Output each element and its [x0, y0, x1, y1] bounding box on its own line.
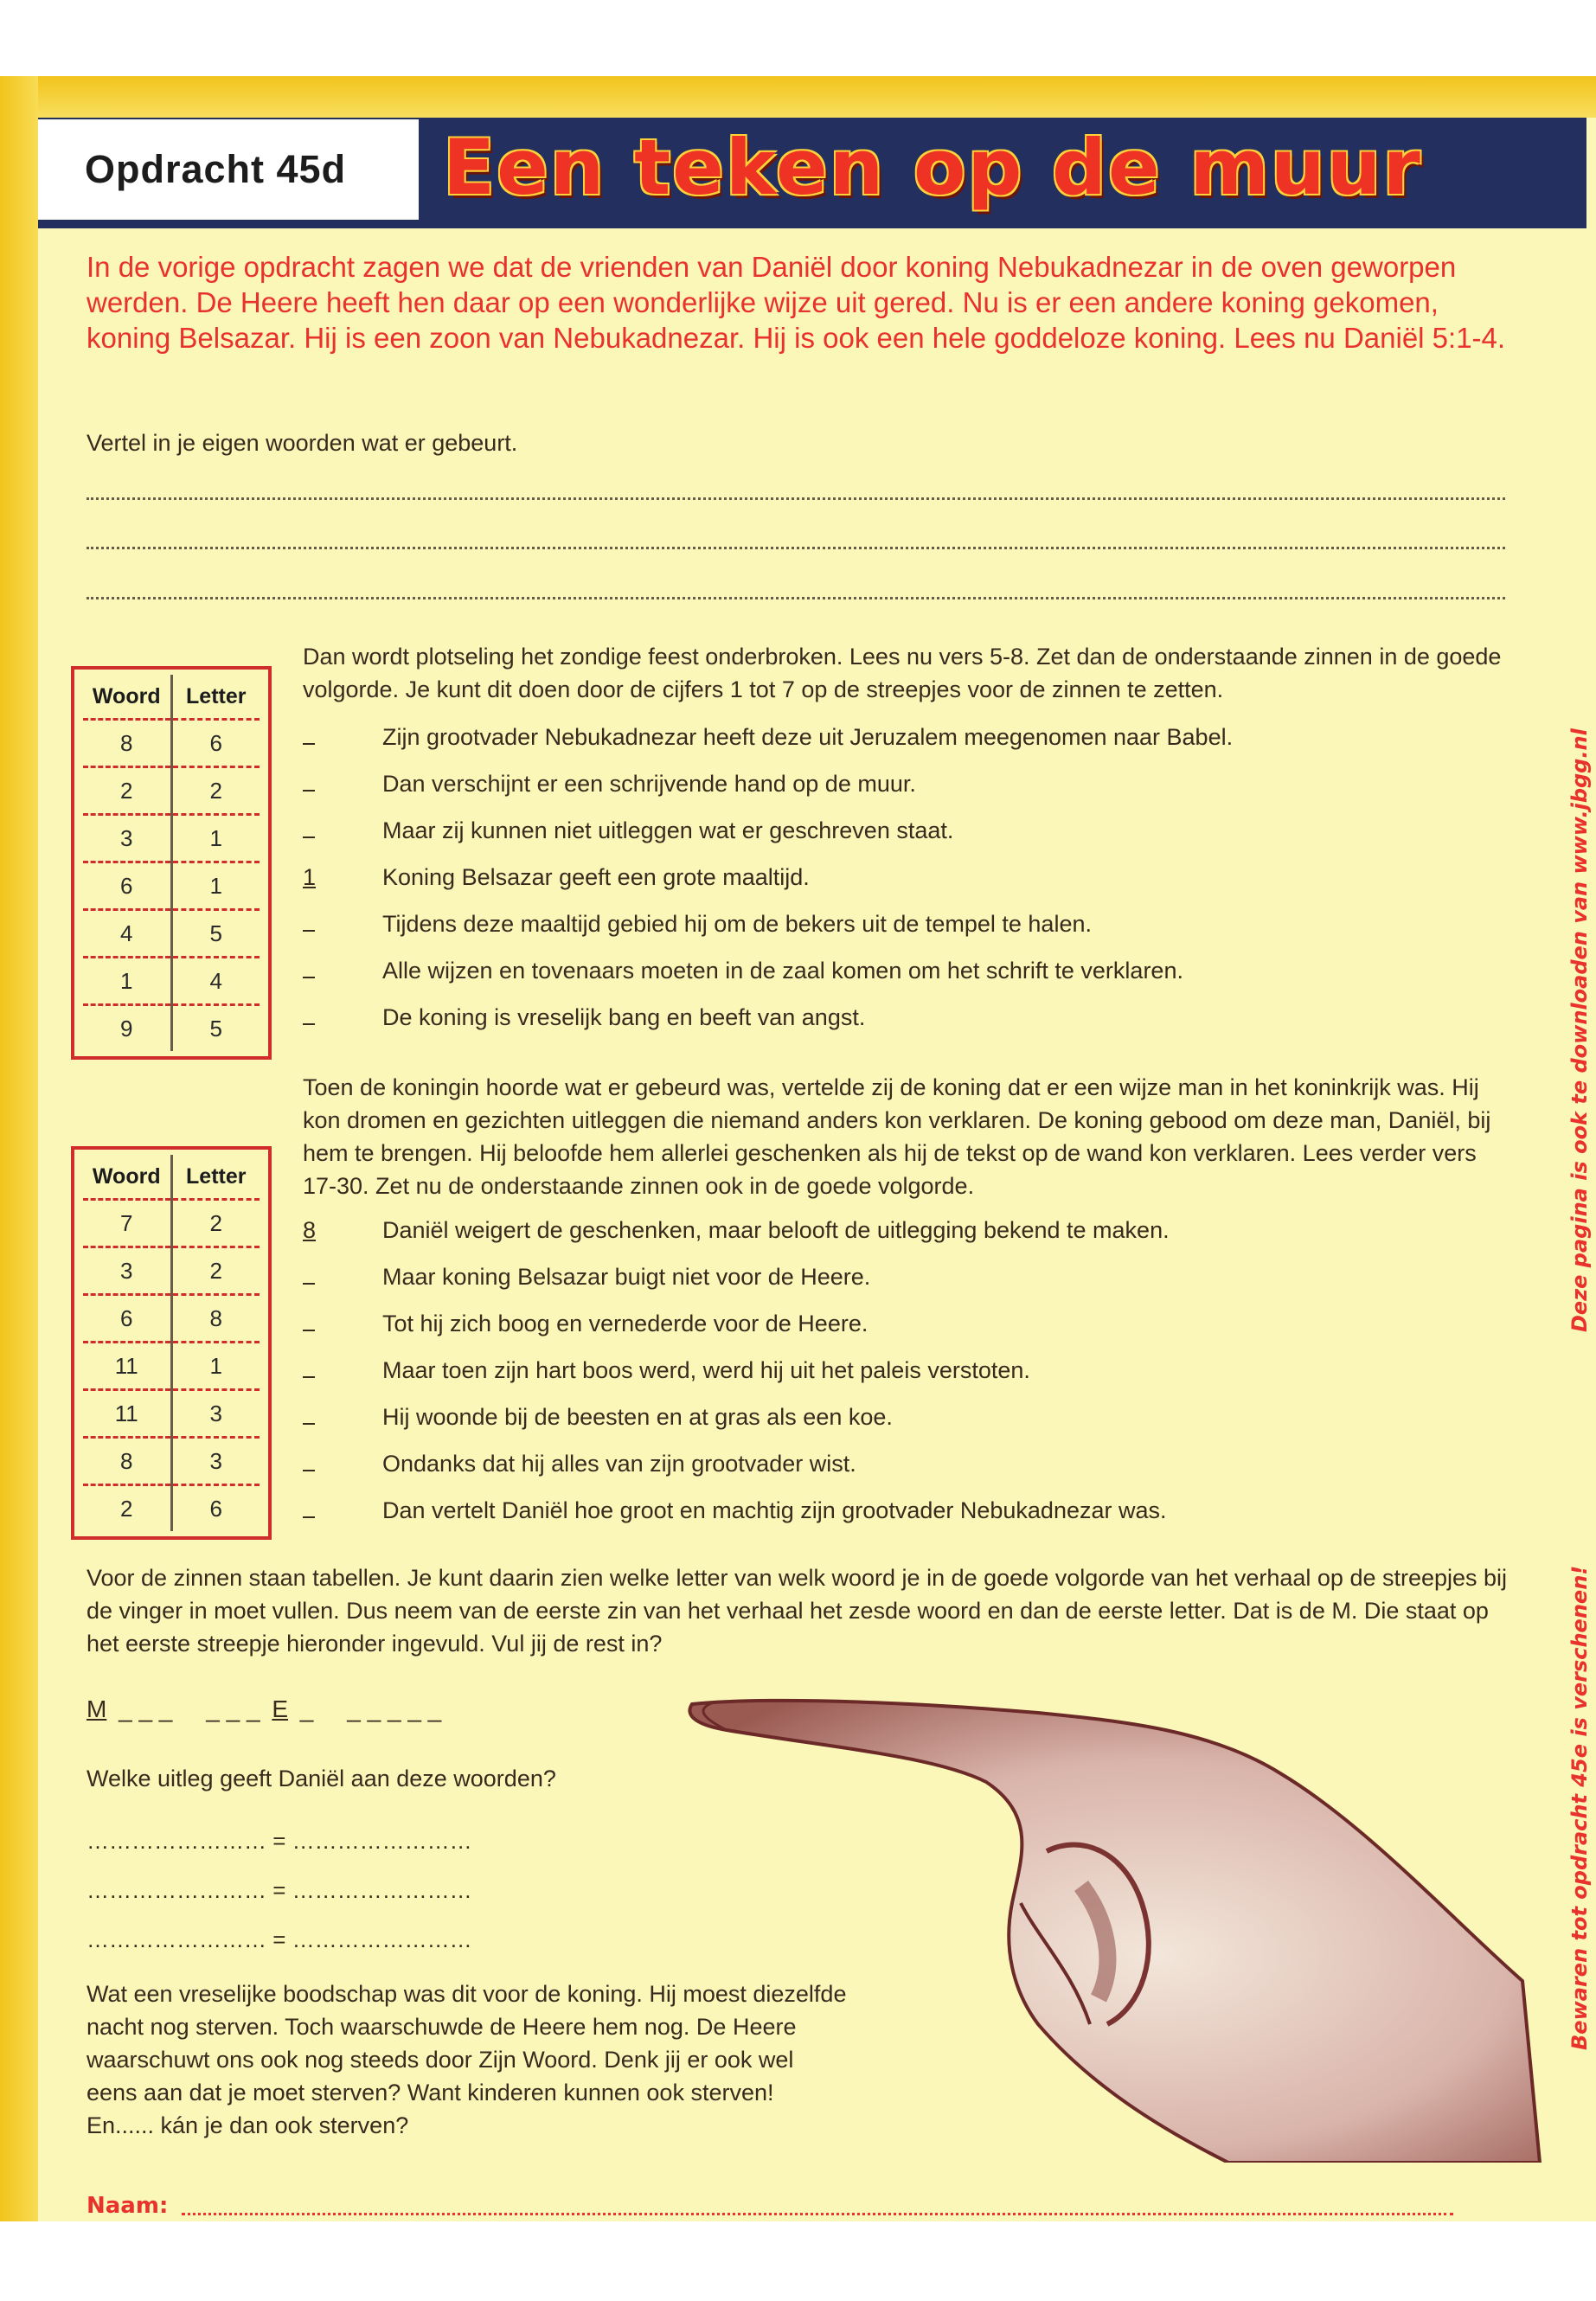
order-blank[interactable]	[303, 1451, 382, 1477]
letter-cell: 2	[171, 767, 260, 815]
table-row	[83, 862, 260, 910]
sentence-item	[303, 1207, 1514, 1253]
table-header-letter: Letter	[186, 683, 247, 708]
side-text-keep: Bewaren tot opdracht 45e is verschenen!	[1567, 1565, 1592, 2050]
woord-cell: 3	[83, 1247, 171, 1295]
sentence-item	[303, 1487, 1514, 1534]
sentence-item	[303, 1347, 1514, 1394]
letter-cell: 3	[171, 1438, 260, 1485]
order-blank[interactable]	[303, 724, 382, 751]
sentence-text: De koning is vreselijk bang en beeft van angst.	[382, 1003, 866, 1030]
answer-line-3[interactable]	[87, 597, 1505, 599]
order-blank[interactable]	[303, 958, 382, 984]
sentence-item	[303, 1300, 1514, 1347]
order-blank[interactable]	[303, 911, 382, 938]
sentence-item	[303, 994, 1514, 1041]
answer-line-2[interactable]	[87, 547, 1505, 549]
explanation-answer-lines[interactable]: …………………… = …………………… …………………… = …………………… …………………… = ……………………	[87, 1828, 472, 1952]
sentence-text: Zijn grootvader Nebukadnezar heeft deze uit Jeruzalem meegenomen naar Babel.	[382, 723, 1234, 750]
table-row	[83, 1200, 260, 1247]
order-number: 1	[303, 863, 317, 890]
order-number: 8	[303, 1216, 317, 1243]
order-blank[interactable]	[303, 1311, 382, 1337]
letter-cell: 3	[171, 1390, 260, 1438]
sentence-text: Dan verschijnt er een schrijvende hand op de muur.	[382, 770, 916, 797]
letter-cell: 1	[171, 815, 260, 862]
closing-text: Wat een vreselijke boodschap was dit voor de koning. Hij moest diezelfde nacht nog sterven. Toch waarschuwde de Heere hem nog. De Heere waarschuwt ons ook nog steeds door Zijn Woord. Denk jij er ook wel eens aan dat je moet sterven? Want kinderen kunnen ook sterven! En...... kán je dan ook sterven?	[87, 1981, 847, 2138]
order-blank[interactable]	[303, 771, 382, 798]
woord-cell: 3	[83, 815, 171, 862]
letter-cell: 2	[171, 1247, 260, 1295]
order-blank[interactable]	[303, 1004, 382, 1031]
woord-cell: 2	[83, 1485, 171, 1532]
letter-cell: 6	[171, 720, 260, 767]
sentence-item	[303, 714, 1514, 760]
letter-cell: 2	[171, 1200, 260, 1247]
sentence-item	[303, 901, 1514, 947]
letter-cell: 8	[171, 1295, 260, 1343]
woord-cell: 6	[83, 862, 171, 910]
name-field[interactable]	[182, 2213, 1453, 2215]
letter-cell: 5	[171, 1005, 260, 1052]
table-row	[83, 1005, 260, 1052]
letter-table-1	[71, 666, 272, 1060]
table-row	[83, 1247, 260, 1295]
table-row	[83, 958, 260, 1005]
table-row	[83, 815, 260, 862]
sentence-text: Ondanks dat hij alles van zijn grootvader wist.	[382, 1450, 856, 1477]
table-header-woord: Woord	[83, 675, 171, 720]
letter-table-2	[71, 1146, 272, 1540]
table-row	[83, 720, 260, 767]
woord-cell: 9	[83, 1005, 171, 1052]
puzzle-blanks[interactable]: M _ _ _ _ _ _ E _ _ _ _ _ _	[87, 1695, 442, 1722]
table-row	[83, 767, 260, 815]
sentence-item	[303, 1253, 1514, 1300]
order-blank[interactable]	[303, 1404, 382, 1431]
name-label: Naam:	[87, 2193, 169, 2219]
sentence-text: Tot hij zich boog en vernederde voor de Heere.	[382, 1310, 869, 1336]
order-blank[interactable]	[303, 1497, 382, 1524]
sentence-text: Koning Belsazar geeft een grote maaltijd.	[382, 863, 810, 890]
letter-cell: 6	[171, 1485, 260, 1532]
side-text-download: Deze pagina is ook te downloaden van www.jbgg.nl	[1567, 728, 1592, 1332]
letter-cell: 1	[171, 862, 260, 910]
woord-cell: 11	[83, 1390, 171, 1438]
sentence-item	[303, 1394, 1514, 1440]
explanation-text: Voor de zinnen staan tabellen. Je kunt daarin zien welke letter van welk woord je in de goede volgorde van het verhaal op de streepjes bij de vinger in moet vullen. Dus neem van de eerste zin van het verhaal het zesde woord en dan de eerste letter. Dat is de M. Die staat op het eerste streepje hieronder ingevuld. Vul jij de rest in?	[87, 1565, 1508, 1657]
sentence-text: Tijdens deze maaltijd gebied hij om de bekers uit de tempel te halen.	[382, 910, 1092, 937]
woord-cell: 8	[83, 1438, 171, 1485]
puzzle-letter-m: M	[87, 1695, 107, 1722]
woord-cell: 4	[83, 910, 171, 958]
section1-text: Dan wordt plotseling het zondige feest onderbroken. Lees nu vers 5-8. Zet dan de onderstaande zinnen in de goede volgorde. Je kunt dit doen door de cijfers 1 tot 7 op de streepjes voor de zinnen te zetten.	[303, 644, 1502, 702]
sentence-list-2	[303, 1207, 1514, 1534]
letter-cell: 4	[171, 958, 260, 1005]
sentence-item	[303, 854, 1514, 901]
table-header-letter: Letter	[186, 1163, 247, 1189]
order-blank[interactable]	[303, 1264, 382, 1291]
sentence-text: Alle wijzen en tovenaars moeten in de zaal komen om het schrift te verklaren.	[382, 957, 1183, 984]
sentence-text: Dan vertelt Daniël hoe groot en machtig zijn grootvader Nebukadnezar was.	[382, 1497, 1167, 1523]
table-header-woord: Woord	[83, 1155, 171, 1200]
woord-cell: 2	[83, 767, 171, 815]
letter-cell: 1	[171, 1343, 260, 1390]
section2-text: Toen de koningin hoorde wat er gebeurd was, vertelde zij de koning dat er een wijze man in het koninkrijk was. Hij kon dromen en gezichten uitleggen die niemand anders kon verklaren. De koning gebood om deze man, Daniël, bij hem te brengen. Hij beloofde hem allerlei geschenken als hij de tekst op de wand kon verklaren. Lees verder vers 17-30. Zet nu de onderstaande zinnen ook in de goede volgorde.	[303, 1074, 1491, 1199]
order-blank[interactable]	[303, 817, 382, 844]
puzzle-letter-e: E	[272, 1695, 289, 1722]
sentence-item	[303, 1440, 1514, 1487]
sentence-text: Maar toen zijn hart boos werd, werd hij uit het paleis verstoten.	[382, 1356, 1030, 1383]
sentence-text: Hij woonde bij de beesten en at gras als een koe.	[382, 1403, 893, 1430]
assignment-code: Opdracht 45d	[38, 119, 419, 220]
sentence-item	[303, 807, 1514, 854]
answer-line-1[interactable]	[87, 497, 1505, 500]
left-yellow-strip	[0, 76, 38, 2221]
table-row	[83, 1485, 260, 1532]
woord-cell: 11	[83, 1343, 171, 1390]
order-blank[interactable]	[303, 1357, 382, 1384]
table-row	[83, 1295, 260, 1343]
table-row	[83, 910, 260, 958]
question-explanation: Welke uitleg geeft Daniël aan deze woorden?	[87, 1766, 556, 1791]
woord-cell: 1	[83, 958, 171, 1005]
letter-cell: 5	[171, 910, 260, 958]
sentence-list-1	[303, 714, 1514, 1041]
woord-cell: 8	[83, 720, 171, 767]
woord-cell: 7	[83, 1200, 171, 1247]
sentence-text: Maar koning Belsazar buigt niet voor de Heere.	[382, 1263, 871, 1290]
sentence-text: Daniël weigert de geschenken, maar belooft de uitlegging bekend te maken.	[382, 1216, 1170, 1243]
top-yellow-strip	[0, 76, 1596, 118]
table-row	[83, 1390, 260, 1438]
sentence-text: Maar zij kunnen niet uitleggen wat er geschreven staat.	[382, 817, 954, 843]
table-row	[83, 1343, 260, 1390]
page-title: Een teken op de muur	[443, 123, 1422, 212]
woord-cell: 6	[83, 1295, 171, 1343]
table-row	[83, 1438, 260, 1485]
sentence-item	[303, 760, 1514, 807]
intro-text: In de vorige opdracht zagen we dat de vrienden van Daniël door koning Nebukadnezar in de oven geworpen werden. De Heere heeft hen daar op een wonderlijke wijze uit gered. Nu is er een andere koning gekomen, koning Belsazar. Hij is een zoon van Nebukadnezar. Hij is ook een hele goddeloze koning. Lees nu Daniël 5:1-4.	[87, 251, 1506, 354]
question-retell: Vertel in je eigen woorden wat er gebeurt.	[87, 430, 518, 456]
sentence-item	[303, 947, 1514, 994]
